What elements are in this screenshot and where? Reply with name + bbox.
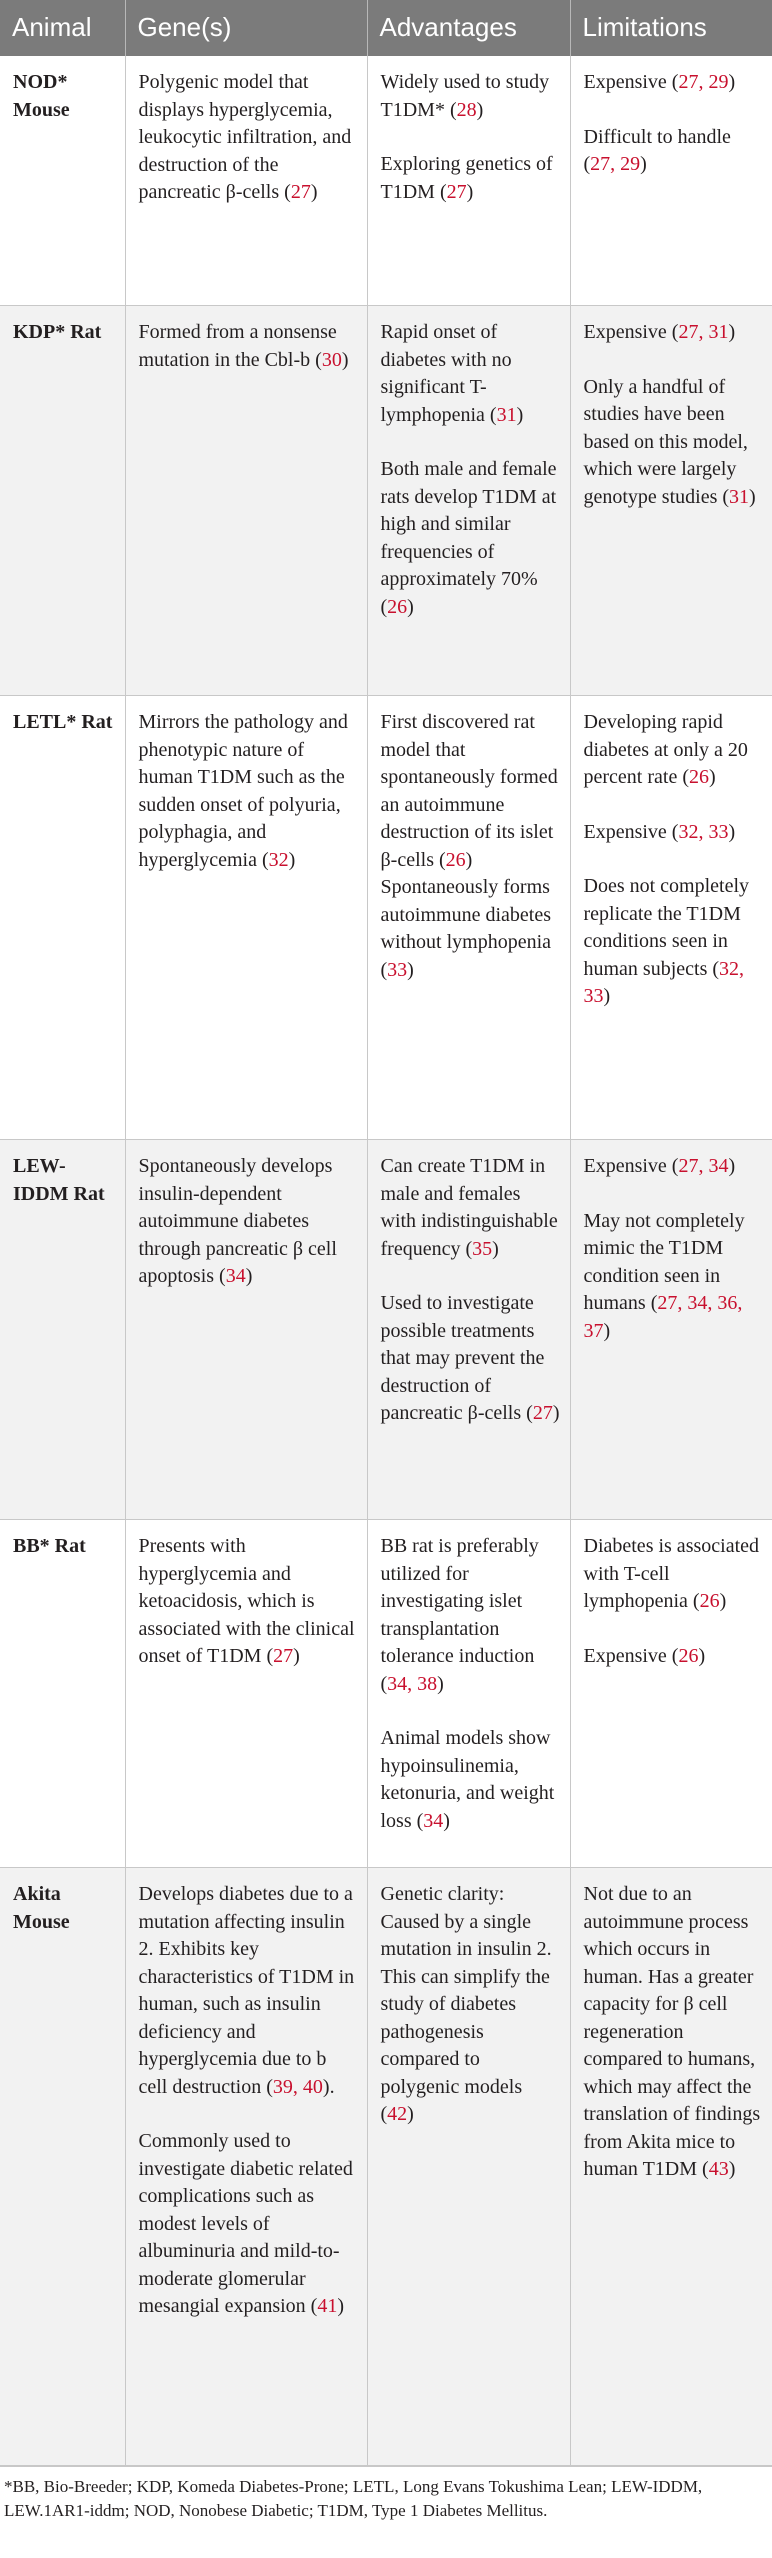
cell-text: Only a handful of studies have been based on this model, which were largely genotype studies (31) bbox=[583, 375, 756, 508]
citation-ref[interactable]: 42 bbox=[387, 2103, 408, 2125]
citation-ref[interactable]: 35 bbox=[472, 1237, 493, 1260]
citation-ref[interactable]: 26 bbox=[699, 1590, 720, 1612]
citation-ref[interactable]: 31 bbox=[729, 485, 750, 508]
cell-text: Develops diabetes due to a mutation affecting insulin 2. Exhibits key characteristics of T1DM in human, such as insulin deficiency and hyperglycemia due to b cell destruction (39, 40). bbox=[138, 1883, 355, 2098]
animal-cell: LETL* Rat bbox=[0, 696, 125, 1140]
citation-ref[interactable]: 39, 40 bbox=[272, 2075, 323, 2098]
citation-ref[interactable]: 27 bbox=[446, 180, 467, 203]
cell-text: Presents with hyperglycemia and ketoacidosis, which is associated with the clinical onset of T1DM (27) bbox=[138, 1535, 355, 1667]
table-row bbox=[0, 56, 772, 306]
citation-ref[interactable]: 27 bbox=[532, 1402, 553, 1424]
advantages-cell bbox=[367, 1868, 570, 2466]
citation-ref[interactable]: 33 bbox=[387, 958, 408, 981]
cell-text: Expensive (27, 29) bbox=[583, 71, 736, 93]
table-row bbox=[0, 1140, 772, 1520]
table-row bbox=[0, 306, 772, 696]
cell-text: Exploring genetics of T1DM (27) bbox=[380, 153, 553, 203]
cell-text: Expensive (32, 33) bbox=[583, 820, 736, 843]
cell-text: Genetic clarity: Caused by a single mutation in insulin 2. This can simplify the study of diabetes pathogenesis compared to polygenic models (42) bbox=[380, 1883, 552, 2125]
limitations-cell bbox=[570, 1520, 772, 1868]
genes-cell bbox=[125, 1868, 367, 2466]
animal-cell: BB* Rat bbox=[0, 1520, 125, 1868]
citation-ref[interactable]: 30 bbox=[321, 348, 342, 371]
genes-cell bbox=[125, 306, 367, 696]
genes-cell bbox=[125, 1140, 367, 1520]
citation-ref[interactable]: 27, 34, 36, 37 bbox=[583, 1292, 743, 1342]
table-row bbox=[0, 1868, 772, 2466]
table-footnote: *BB, Bio-Breeder; KDP, Komeda Diabetes-Prone; LETL, Long Evans Tokushima Lean; LEW-IDDM, LEW.1AR1-iddm; NOD, Nonobese Diabetic; T1DM, Type 1 Diabetes Mellitus. bbox=[0, 2466, 772, 2523]
citation-ref[interactable]: 32, 33 bbox=[678, 820, 729, 843]
genes-cell bbox=[125, 56, 367, 306]
table-row bbox=[0, 696, 772, 1140]
cell-text: Difficult to handle (27, 29) bbox=[583, 125, 731, 175]
citation-ref[interactable]: 34 bbox=[225, 1265, 246, 1287]
limitations-cell bbox=[570, 306, 772, 696]
citation-ref[interactable]: 26 bbox=[445, 848, 466, 871]
citation-ref[interactable]: 41 bbox=[317, 2295, 338, 2317]
cell-text: Formed from a nonsense mutation in the Cbl-b (30) bbox=[138, 321, 349, 371]
advantages-cell bbox=[367, 56, 570, 306]
cell-text: Developing rapid diabetes at only a 20 percent rate (26) bbox=[583, 711, 748, 788]
cell-text: Expensive (27, 31) bbox=[583, 321, 736, 343]
genes-cell bbox=[125, 696, 367, 1140]
citation-ref[interactable]: 32, 33 bbox=[583, 957, 745, 1007]
citation-ref[interactable]: 27, 31 bbox=[678, 321, 729, 343]
citation-ref[interactable]: 32 bbox=[268, 848, 289, 871]
cell-text: Can create T1DM in male and females with indistinguishable frequency (35) bbox=[380, 1155, 558, 1260]
citation-ref[interactable]: 26 bbox=[678, 1644, 699, 1667]
advantages-cell bbox=[367, 1140, 570, 1520]
cell-text: Not due to an autoimmune process which occurs in human. Has a greater capacity for β cell regeneration compared to humans, which may affect the translation of findings from Akita mice to human T1DM (43) bbox=[583, 1883, 761, 2180]
header-genes: Gene(s) bbox=[125, 0, 367, 56]
cell-text: Spontaneously develops insulin-dependent autoimmune diabetes through pancreatic β cell apoptosis (34) bbox=[138, 1155, 337, 1287]
advantages-cell bbox=[367, 306, 570, 696]
limitations-cell bbox=[570, 1868, 772, 2466]
cell-text: Used to investigate possible treatments that may prevent the destruction of pancreatic β-cells (27) bbox=[380, 1292, 560, 1424]
header-limitations: Limitations bbox=[570, 0, 772, 56]
cell-text: Both male and female rats develop T1DM at high and similar frequencies of approximately 70% (26) bbox=[380, 458, 557, 618]
cell-text: Animal models show hypoinsulinemia, ketonuria, and weight loss (34) bbox=[380, 1727, 555, 1832]
cell-text: Widely used to study T1DM* (28) bbox=[380, 71, 550, 121]
header-advantages: Advantages bbox=[367, 0, 570, 56]
header-animal: Animal bbox=[0, 0, 125, 56]
citation-ref[interactable]: 31 bbox=[496, 403, 517, 426]
cell-text: May not completely mimic the T1DM condition seen in humans (27, 34, 36, 37) bbox=[583, 1209, 745, 1342]
citation-ref[interactable]: 34 bbox=[423, 1809, 444, 1832]
table-row bbox=[0, 1520, 772, 1868]
cell-text: Does not completely replicate the T1DM conditions seen in human subjects (32, 33) bbox=[583, 875, 750, 1007]
cell-text: Mirrors the pathology and phenotypic nature of human T1DM such as the sudden onset of polyuria, polyphagia, and hyperglycemia (32) bbox=[138, 711, 348, 871]
cell-text: Expensive (26) bbox=[583, 1644, 706, 1667]
citation-ref[interactable]: 28 bbox=[456, 98, 477, 121]
citation-ref[interactable]: 27 bbox=[273, 1645, 294, 1667]
citation-ref[interactable]: 43 bbox=[708, 2158, 729, 2180]
limitations-cell bbox=[570, 696, 772, 1140]
citation-ref[interactable]: 27, 29 bbox=[590, 153, 641, 175]
cell-text: Expensive (27, 34) bbox=[583, 1155, 736, 1177]
limitations-cell bbox=[570, 56, 772, 306]
cell-text: First discovered rat model that spontaneously formed an autoimmune destruction of its islet β-cells (26) Spontaneously forms autoimmune diabetes without lymphopenia (33) bbox=[380, 711, 558, 981]
cell-text: BB rat is preferably utilized for investigating islet transplantation tolerance induction (34, 38) bbox=[380, 1535, 539, 1695]
citation-ref[interactable]: 26 bbox=[688, 766, 709, 788]
animal-cell: Akita Mouse bbox=[0, 1868, 125, 2466]
advantages-cell bbox=[367, 696, 570, 1140]
cell-text: Rapid onset of diabetes with no significant T-lymphopenia (31) bbox=[380, 321, 524, 426]
genes-cell bbox=[125, 1520, 367, 1868]
advantages-cell bbox=[367, 1520, 570, 1868]
animal-cell: LEW-IDDM Rat bbox=[0, 1140, 125, 1520]
citation-ref[interactable]: 27, 29 bbox=[678, 71, 729, 93]
cell-text: Diabetes is associated with T-cell lymphopenia (26) bbox=[583, 1535, 759, 1612]
limitations-cell bbox=[570, 1140, 772, 1520]
citation-ref[interactable]: 34, 38 bbox=[387, 1672, 438, 1695]
citation-ref[interactable]: 27 bbox=[290, 181, 311, 203]
header-row bbox=[0, 0, 772, 56]
cell-text: Polygenic model that displays hyperglycemia, leukocytic infiltration, and destruction of the pancreatic β-cells (27) bbox=[138, 71, 352, 203]
animal-cell: NOD* Mouse bbox=[0, 56, 125, 306]
citation-ref[interactable]: 26 bbox=[387, 595, 408, 618]
animal-cell: KDP* Rat bbox=[0, 306, 125, 696]
cell-text: Commonly used to investigate diabetic related complications such as modest levels of albuminuria and mild-to-moderate glomerular mesangial expansion (41) bbox=[138, 2130, 353, 2317]
citation-ref[interactable]: 27, 34 bbox=[678, 1155, 729, 1177]
